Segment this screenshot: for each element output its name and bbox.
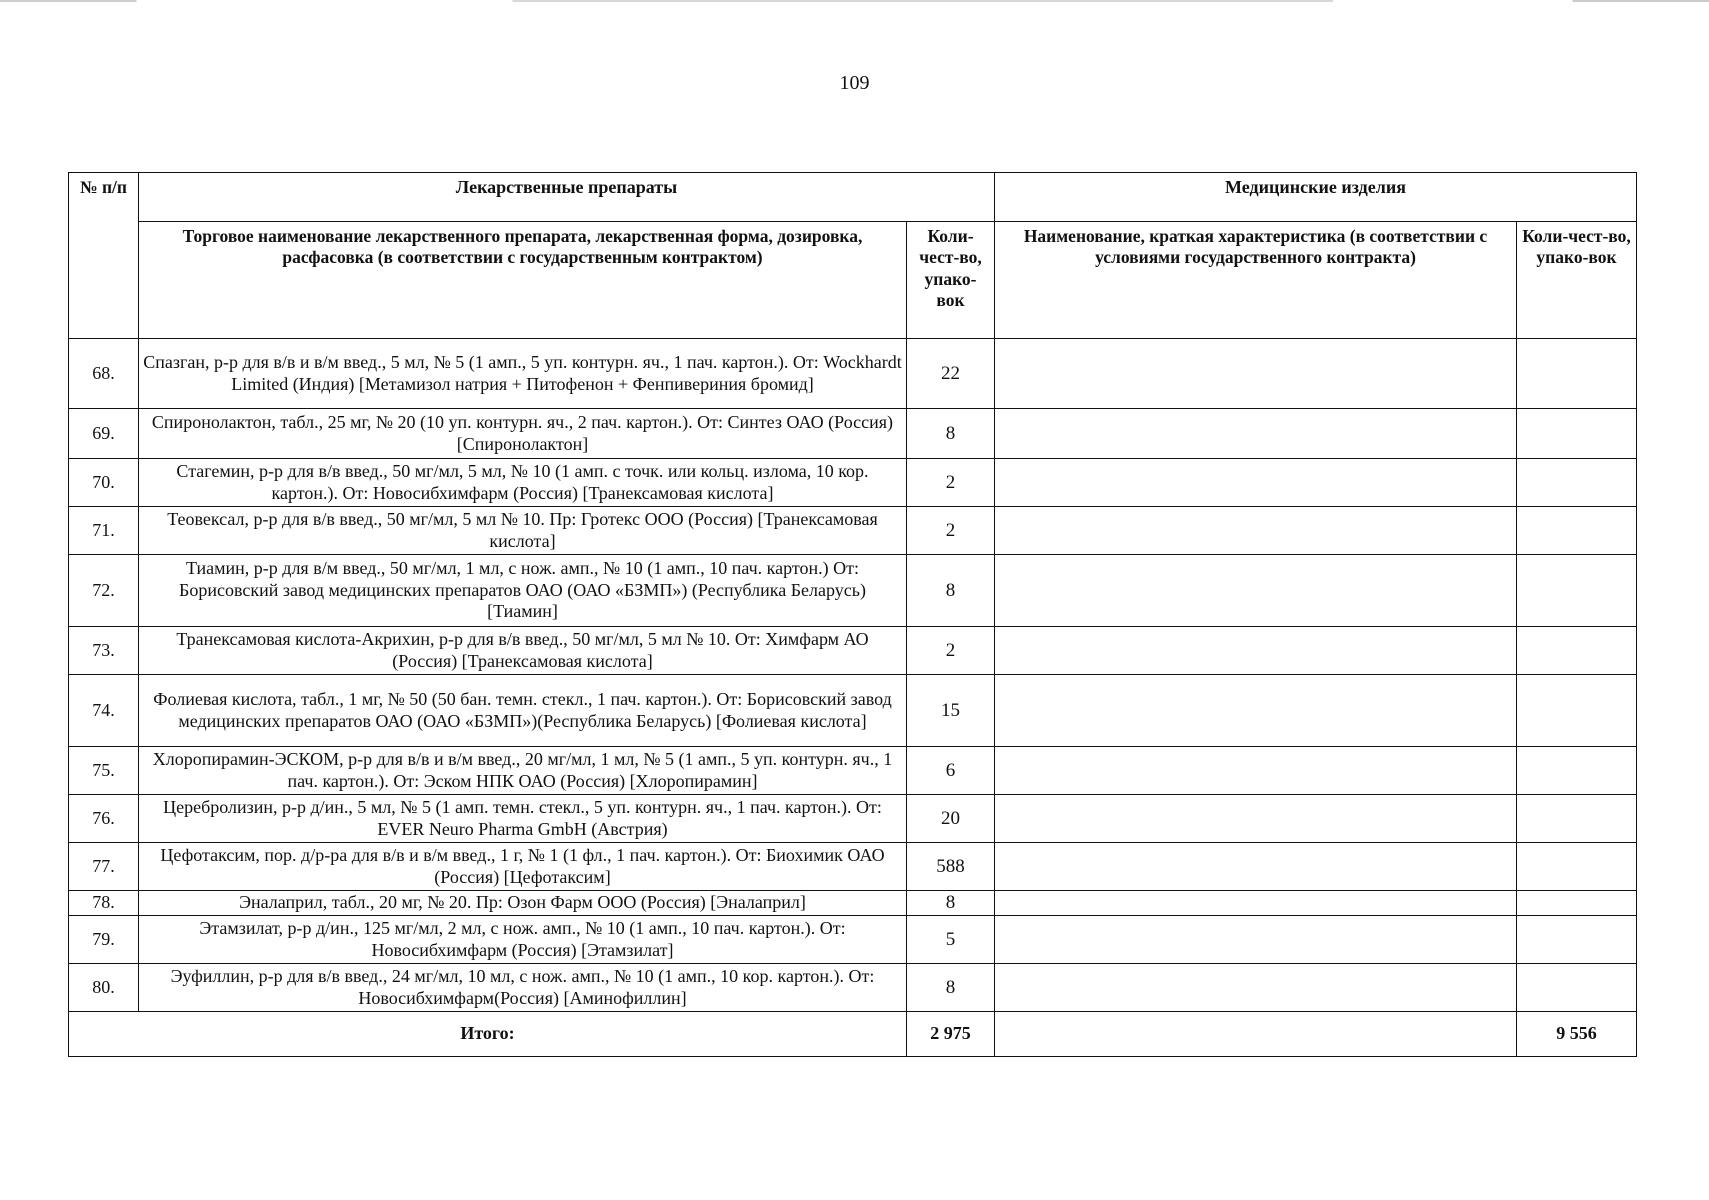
drug-name-cell: Этамзилат, р-р д/ин., 125 мг/мл, 2 мл, с нож. амп., № 10 (1 амп., 10 пач. картон.). От: Новосибхимфарм (Россия) [Этамзилат]	[139, 916, 907, 964]
table-row	[69, 627, 1637, 675]
header-device-name: Наименование, краткая характеристика (в соответствии с условиями государственного контракта)	[995, 222, 1517, 339]
device-name-cell	[995, 843, 1517, 891]
total-row	[69, 1012, 1637, 1057]
device-quantity-cell	[1517, 459, 1637, 507]
table-row	[69, 675, 1637, 747]
device-quantity-cell	[1517, 507, 1637, 555]
row-number: 78.	[69, 891, 139, 916]
row-number: 70.	[69, 459, 139, 507]
table-row	[69, 795, 1637, 843]
drug-name-cell: Эуфиллин, р-р для в/в введ., 24 мг/мл, 10 мл, с нож. амп., № 10 (1 амп., 10 кор. картон.). От: Новосибхимфарм(Россия) [Аминофиллин]	[139, 964, 907, 1012]
device-name-cell	[995, 747, 1517, 795]
device-name-cell	[995, 795, 1517, 843]
drug-quantity-cell: 6	[907, 747, 995, 795]
table-row	[69, 747, 1637, 795]
drug-name-cell: Транексамовая кислота-Акрихин, р-р для в/в введ., 50 мг/мл, 5 мл № 10. От: Химфарм АО (Россия) [Транексамовая кислота]	[139, 627, 907, 675]
header-drugs-group: Лекарственные препараты	[139, 173, 995, 222]
total-device-quantity: 9 556	[1517, 1012, 1637, 1057]
medication-table	[68, 172, 1637, 1057]
device-quantity-cell	[1517, 891, 1637, 916]
row-number: 75.	[69, 747, 139, 795]
row-number: 77.	[69, 843, 139, 891]
device-name-cell	[995, 409, 1517, 459]
row-number: 71.	[69, 507, 139, 555]
device-name-cell	[995, 339, 1517, 409]
drug-name-cell: Тиамин, р-р для в/м введ., 50 мг/мл, 1 мл, с нож. амп., № 10 (1 амп., 10 пач. картон.) От: Борисовский завод медицинских препаратов ОАО (ОАО «БЗМП») (Республика Беларусь) [Тиамин]	[139, 555, 907, 627]
row-number: 74.	[69, 675, 139, 747]
drug-name-cell: Фолиевая кислота, табл., 1 мг, № 50 (50 бан. темн. стекл., 1 пач. картон.). От: Борисовский завод медицинских препаратов ОАО (ОАО «БЗМП»)(Республика Беларусь) [Фолиевая кислота]	[139, 675, 907, 747]
device-name-cell	[995, 627, 1517, 675]
table-row	[69, 507, 1637, 555]
row-number: 72.	[69, 555, 139, 627]
drug-name-cell: Цефотаксим, пор. д/р-ра для в/в и в/м введ., 1 г, № 1 (1 фл., 1 пач. картон.). От: Биохимик ОАО (Россия) [Цефотаксим]	[139, 843, 907, 891]
drug-quantity-cell: 8	[907, 555, 995, 627]
drug-name-cell: Церебролизин, р-р д/ин., 5 мл, № 5 (1 амп. темн. стекл., 5 уп. контурн. яч., 1 пач. картон.). От: EVER Neuro Pharma GmbH (Австрия)	[139, 795, 907, 843]
table-row	[69, 964, 1637, 1012]
drug-name-cell: Хлоропирамин-ЭСКОМ, р-р для в/в и в/м введ., 20 мг/мл, 1 мл, № 5 (1 амп., 5 уп. контурн. яч., 1 пач. картон.). От: Эском НПК ОАО (Россия) [Хлоропирамин]	[139, 747, 907, 795]
drug-quantity-cell: 15	[907, 675, 995, 747]
drug-quantity-cell: 22	[907, 339, 995, 409]
header-device-quantity: Коли-чест-во, упако-вок	[1517, 222, 1637, 339]
device-name-cell	[995, 964, 1517, 1012]
drug-name-cell: Теовексал, р-р для в/в введ., 50 мг/мл, 5 мл № 10. Пр: Гротекс ООО (Россия) [Транексамовая кислота]	[139, 507, 907, 555]
table-row	[69, 843, 1637, 891]
row-number: 76.	[69, 795, 139, 843]
table-row	[69, 459, 1637, 507]
drug-name-cell: Эналаприл, табл., 20 мг, № 20. Пр: Озон Фарм ООО (Россия) [Эналаприл]	[139, 891, 907, 916]
drug-name-cell: Спиронолактон, табл., 25 мг, № 20 (10 уп. контурн. яч., 2 пач. картон.). От: Синтез ОАО (Россия) [Спиронолактон]	[139, 409, 907, 459]
device-quantity-cell	[1517, 409, 1637, 459]
table-row	[69, 891, 1637, 916]
device-name-cell	[995, 916, 1517, 964]
table-row	[69, 339, 1637, 409]
device-quantity-cell	[1517, 843, 1637, 891]
device-quantity-cell	[1517, 795, 1637, 843]
total-device-name-cell	[995, 1012, 1517, 1057]
header-drug-quantity: Коли-чест-во, упако-вок	[907, 222, 995, 339]
drug-name-cell: Спазган, р-р для в/в и в/м введ., 5 мл, № 5 (1 амп., 5 уп. контурн. яч., 1 пач. картон.). От: Wockhardt Limited (Индия) [Метамизол натрия + Питофенон + Фенпивериния бромид]	[139, 339, 907, 409]
drug-quantity-cell: 2	[907, 459, 995, 507]
table-row	[69, 916, 1637, 964]
drug-quantity-cell: 2	[907, 507, 995, 555]
table-row	[69, 555, 1637, 627]
header-number: № п/п	[69, 173, 139, 339]
table-row	[69, 409, 1637, 459]
device-quantity-cell	[1517, 916, 1637, 964]
drug-quantity-cell: 8	[907, 409, 995, 459]
device-name-cell	[995, 507, 1517, 555]
device-name-cell	[995, 891, 1517, 916]
drug-quantity-cell: 20	[907, 795, 995, 843]
drug-quantity-cell: 2	[907, 627, 995, 675]
row-number: 79.	[69, 916, 139, 964]
header-devices-group: Медицинские изделия	[995, 173, 1637, 222]
total-label: Итого:	[69, 1012, 907, 1057]
device-quantity-cell	[1517, 627, 1637, 675]
row-number: 80.	[69, 964, 139, 1012]
device-quantity-cell	[1517, 339, 1637, 409]
device-quantity-cell	[1517, 555, 1637, 627]
scan-edge-line	[0, 0, 1709, 2]
drug-quantity-cell: 8	[907, 964, 995, 1012]
header-drug-name: Торговое наименование лекарственного препарата, лекарственная форма, дозировка, расфасовка (в соответствии с государственным контрактом)	[139, 222, 907, 339]
row-number: 68.	[69, 339, 139, 409]
total-drug-quantity: 2 975	[907, 1012, 995, 1057]
page-number: 109	[839, 72, 870, 94]
device-name-cell	[995, 459, 1517, 507]
device-quantity-cell	[1517, 675, 1637, 747]
device-quantity-cell	[1517, 964, 1637, 1012]
device-name-cell	[995, 555, 1517, 627]
drug-quantity-cell: 588	[907, 843, 995, 891]
drug-quantity-cell: 5	[907, 916, 995, 964]
row-number: 73.	[69, 627, 139, 675]
device-name-cell	[995, 675, 1517, 747]
drug-quantity-cell: 8	[907, 891, 995, 916]
device-quantity-cell	[1517, 747, 1637, 795]
drug-name-cell: Стагемин, р-р для в/в введ., 50 мг/мл, 5 мл, № 10 (1 амп. с точк. или кольц. излома, 10 кор. картон.). От: Новосибхимфарм (Россия) [Транексамовая кислота]	[139, 459, 907, 507]
row-number: 69.	[69, 409, 139, 459]
